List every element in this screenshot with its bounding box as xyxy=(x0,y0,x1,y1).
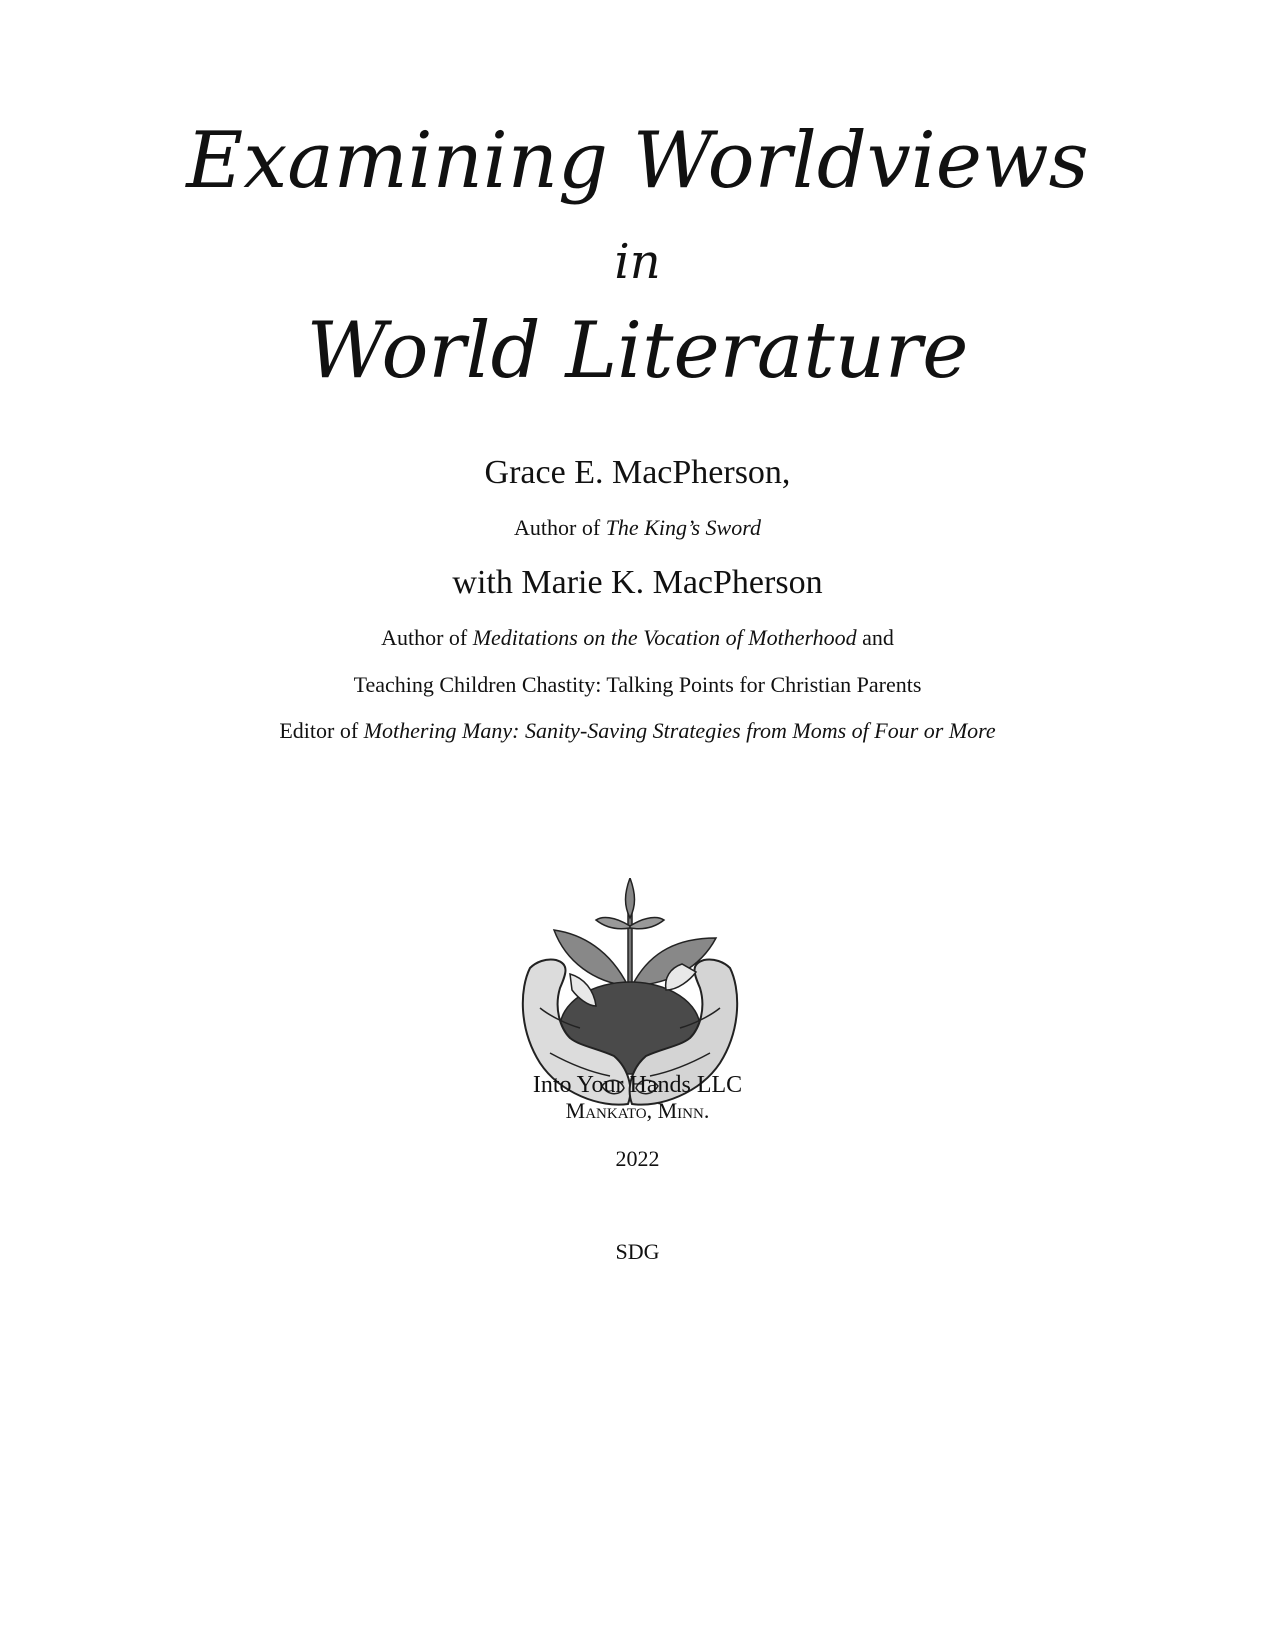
credit-suffix: and xyxy=(856,625,894,650)
primary-author: Grace E. MacPherson, xyxy=(484,454,791,491)
editor-credit xyxy=(0,720,1275,742)
publisher-city: Mankato, Minn. xyxy=(565,1098,710,1123)
title-line-2: in xyxy=(614,234,661,290)
credit-book-title: Mothering Many: Sanity-Saving Strategies from Moms of Four or More xyxy=(363,718,996,743)
credit-prefix: Author of xyxy=(514,515,606,540)
secondary-author-credit-2: Teaching Children Chastity: Talking Points for Christian Parents xyxy=(353,672,922,697)
credit-book-title: The King’s Sword xyxy=(605,515,761,540)
publisher-name: Into Your Hands LLC xyxy=(532,1072,743,1098)
publication-year: 2022 xyxy=(615,1146,660,1171)
secondary-author: with Marie K. MacPherson xyxy=(452,564,823,601)
primary-author-credit xyxy=(0,517,1275,539)
title-line-3: World Literature xyxy=(306,306,969,396)
credit-prefix: Editor of xyxy=(279,718,364,743)
title-line-1: Examining Worldviews xyxy=(186,116,1089,206)
dedication: SDG xyxy=(615,1239,660,1264)
credit-prefix: Author of xyxy=(381,625,473,650)
secondary-author-credit-1 xyxy=(0,627,1275,649)
credit-book-title: Meditations on the Vocation of Motherhood xyxy=(472,625,857,650)
